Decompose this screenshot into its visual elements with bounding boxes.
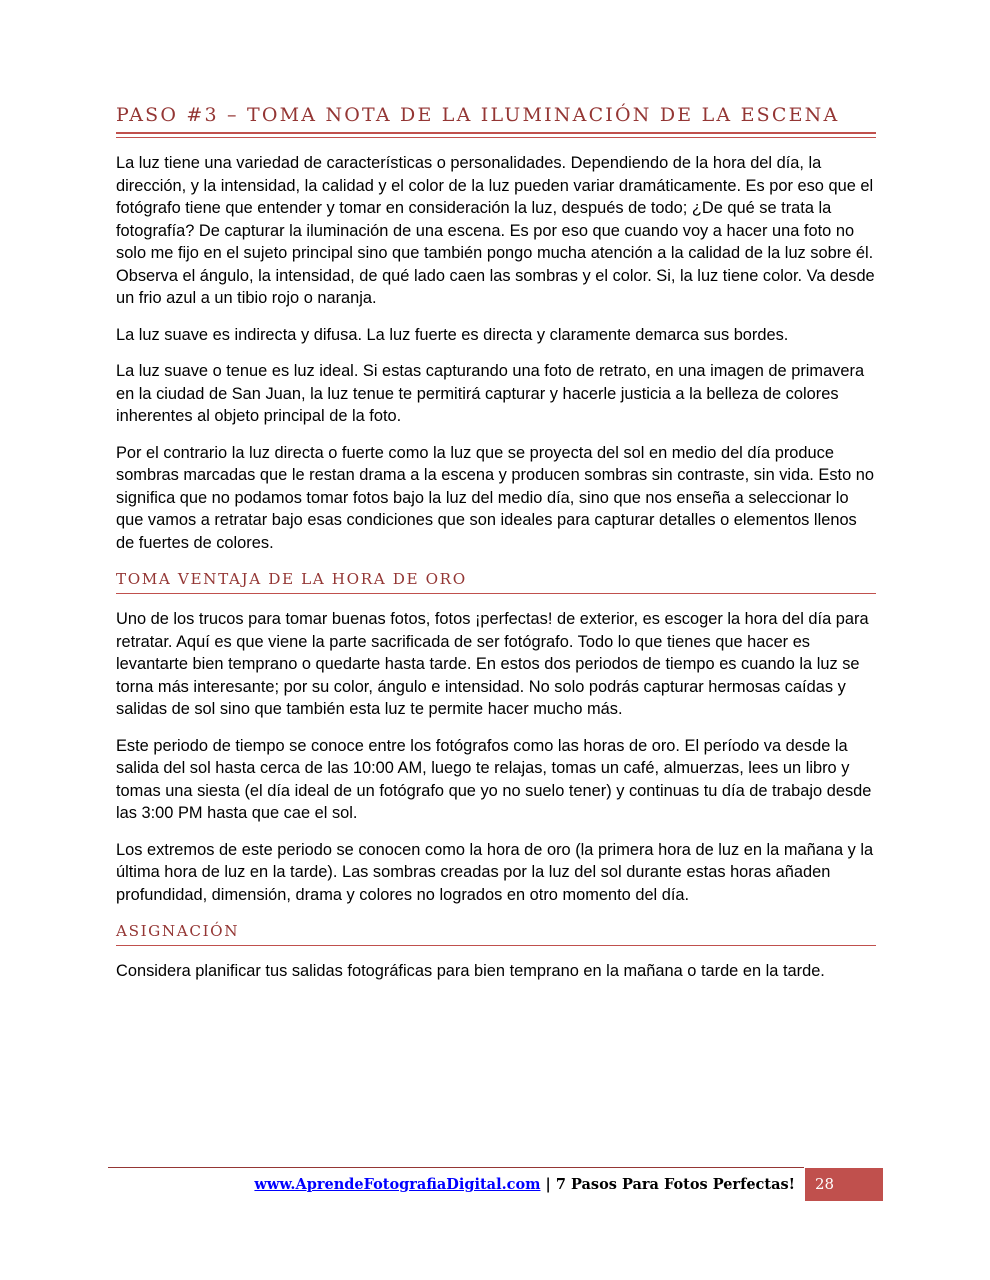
website-link[interactable]: www.AprendeFotografiaDigital.com — [254, 1176, 541, 1193]
paragraph: Considera planificar tus salidas fotográficas para bien temprano en la mañana o tarde en la tarde. — [116, 962, 825, 980]
paragraph: Por el contrario la luz directa o fuerte como la luz que se proyecta del sol en medio del día produce sombras marcadas que le restan drama a la escena y producen sombras sin contraste, sin vida. Esto no significa que no podamos tomar fotos bajo la luz del medio día, sino que nos enseña a seleccionar lo que vamos a retratar bajo esas condiciones que son ideales para capturar detalles o elementos llenos de fuertes de colores. — [116, 443, 874, 552]
paragraph: La luz suave o tenue es luz ideal. Si estas capturando una foto de retrato, en una imagen de primavera en la ciudad de San Juan, la luz tenue te permitirá capturar y hacerle justicia a la belleza de colores inherentes al objeto principal de la foto. — [116, 362, 865, 425]
paragraph: Uno de los trucos para tomar buenas fotos, fotos ¡perfectas! de exterior, es escoger la hora del día para retratar. Aquí es que viene la parte sacrificada de ser fotógrafo. Todo lo que tienes que hacer es levantarte bien temprano o quedarte hasta tarde. En estos dos periodos de tiempo es cuando la luz se torna más interesante; por su color, ángulo e intensidad. No solo podrás capturar hermosas caídas y salidas de sol sino que también esta luz te permite hacer mucho más. — [116, 610, 869, 718]
footer-text — [254, 1175, 795, 1195]
paragraph: La luz tiene una variedad de características o personalidades. Dependiendo de la hora del día, la dirección, y la intensidad, la calidad y el color de la luz pueden variar dramáticamente. Es por eso que el fotógrafo tiene que entender y tomar en consideración la luz, después de todo; ¿De qué se trata la fotografía? De capturar la iluminación de una escena. Es por eso que cuando voy a hacer una foto no solo me fijo en el sujeto principal sino que también pongo mucha atención a la calidad de la luz sobre él. Observa el ángulo, la intensidad, de qué lado caen las sombras y el color. Si, la luz tiene color. Va desde un frio azul a un tibio rojo o naranja. — [116, 154, 875, 307]
book-title: 7 Pasos Para Fotos Perfectas! — [555, 1176, 795, 1193]
section-title: PASO #3 – TOMA NOTA DE LA ILUMINACIÓN DE LA ESCENA — [116, 104, 840, 126]
paragraph: La luz suave es indirecta y difusa. La luz fuerte es directa y claramente demarca sus bordes. — [116, 325, 789, 344]
footer-separator: | — [540, 1176, 556, 1193]
page-content — [116, 100, 876, 997]
subsection-title-assignment: ASIGNACIÓN — [116, 920, 876, 946]
page-footer — [108, 1167, 883, 1203]
subsection-title-golden-hour: TOMA VENTAJA DE LA HORA DE ORO — [116, 568, 876, 594]
title-divider — [116, 132, 876, 138]
page-number: 28 — [805, 1168, 883, 1201]
paragraph: Los extremos de este periodo se conocen como la hora de oro (la primera hora de luz en la mañana y la última hora de luz en la tarde). Las sombras creadas por la luz del sol durante estas horas añaden profundidad, dimensión, drama y colores no logrados en otro momento del día. — [116, 840, 874, 904]
footer-divider — [108, 1167, 804, 1168]
paragraph: Este periodo de tiempo se conoce entre los fotógrafos como las horas de oro. El período va desde la salida del sol hasta cerca de las 10:00 AM, luego te relajas, tomas un café, almuerzas, lees un libro y tomas una siesta (el día ideal de un fotógrafo que yo no suelo tener) y continuas tu día de trabajo desde las 3:00 PM hasta que cae el sol. — [116, 736, 872, 822]
